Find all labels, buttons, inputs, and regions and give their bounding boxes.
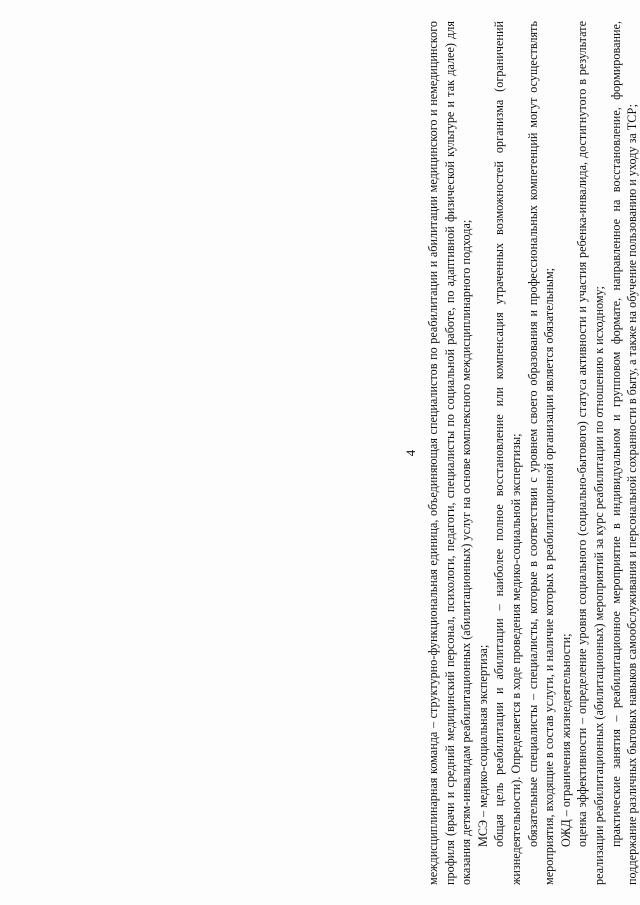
- document-body: [425, 21, 640, 885]
- paragraph-general-goal: общая цель реабилитации и абилитации – наиболее полное восстановление или компенсация утраченных возможностей организма (ограничений жизнедеятельности). Определяется в ходе проведения медико-социальной экспертизы;: [492, 21, 523, 885]
- paragraph-ozhd: ОЖД – ограничения жизнедеятельности;: [558, 633, 573, 847]
- rotated-page-content: [15, 13, 640, 893]
- paragraph-multidisciplinary-team: междисциплинарная команда – структурно-функциональная единица, объединяющая специалистов по реабилитации и абилитации медицинского и немедицинского профиля (врачи и средний медицинский персонал, психологи, педагоги, специалисты по социальной работе, по адаптивной физической культуре и так далее) для оказания детям-инвалидам реабилитационных (абилитационных) услуг на основе комплексного междисциплинарного подхода;: [426, 21, 474, 885]
- paragraph-practical-classes: практические занятия – реабилитационное мероприятие в индивидуальном и групповом формате, направленное на восстановление, формирование, поддержание различных бытовых навыков самообслуживания и персональной сохранности в быту, а также на обучение пользованию и уходу за ТСР;: [608, 21, 640, 885]
- paragraph-mandatory-specialists: обязательные специалисты – специалисты, которые в соответствии с уровнем своего образования и профессиональных компетенций могут осуществлять мероприятия, входящие в состав услуги, и наличие которых в реабилитационной организации является обязательным;: [525, 21, 557, 885]
- paragraph-mse: МСЭ – медико-социальная экспертиза;: [475, 644, 490, 847]
- paragraph-efficiency-assessment: оценка эффективности – определение уровня социального (социально-бытового) статуса активности и участия ребенка-инвалида, достигнутого в результате реализации реабилитационных (абилитационных) мероприятий за курс реабилитации по отношению к исходному;: [575, 21, 606, 885]
- page-number: 4: [403, 449, 418, 457]
